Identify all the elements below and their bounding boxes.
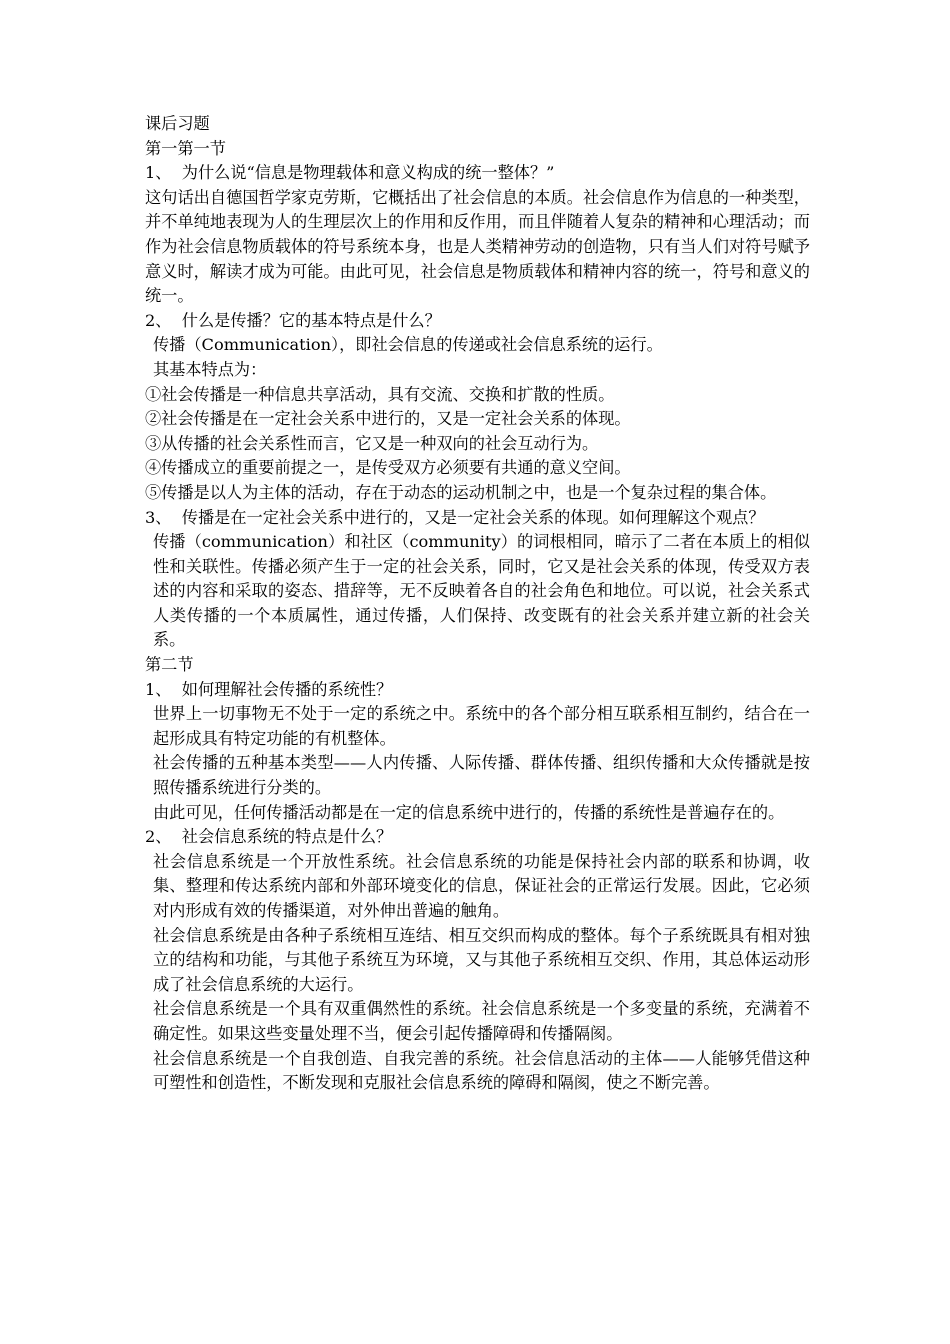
- feature-item: ②社会传播是在一定社会关系中进行的，又是一定社会关系的体现。: [145, 409, 631, 429]
- section-heading-1: 第一第一节: [145, 138, 226, 158]
- section-heading-2: 第二节: [145, 655, 194, 675]
- feature-item: ⑤传播是以人为主体的活动，存在于动态的运动机制之中，也是一个复杂过程的集合体。: [145, 482, 777, 502]
- question-1-1: 1、 为什么说“信息是物理载体和意义构成的统一整体？”: [145, 163, 555, 183]
- question-1-3: 3、 传播是在一定社会关系中进行的，又是一定社会关系的体现。如何理解这个观点？: [145, 507, 765, 527]
- answer-1-2-definition: 传播（Communication），即社会信息的传递或社会信息系统的运行。: [153, 335, 663, 355]
- question-2-2: 2、 社会信息系统的特点是什么？: [145, 827, 393, 847]
- answer-paragraph: 世界上一切事物无不处于一定的系统之中。系统中的各个部分相互联系相互制约，结合在一起形成具有特定功能的有机整体。: [153, 704, 810, 748]
- answer-paragraph: 社会信息系统是一个自我创造、自我完善的系统。社会信息活动的主体——人能够凭借这种可塑性和创造性，不断发现和克服社会信息系统的障碍和隔阂，使之不断完善。: [153, 1048, 810, 1093]
- answer-paragraph: 社会信息系统是由各种子系统相互连结、相互交织而构成的整体。每个子系统既具有相对独立的结构和功能，与其他子系统互为环境，又与其他子系统相互交织、作用，其总体运动形成了社会信息系统的大运行。: [153, 925, 810, 994]
- answer-paragraph: 社会传播的五种基本类型——人内传播、人际传播、群体传播、组织传播和大众传播就是按照传播系统进行分类的。: [153, 753, 810, 798]
- answer-1-2-features-intro: 其基本特点为：: [153, 359, 267, 379]
- document-page: [145, 112, 810, 1096]
- question-1-2: 2、 什么是传播？它的基本特点是什么？: [145, 310, 441, 330]
- feature-item: ③从传播的社会关系性而言，它又是一种双向的社会互动行为。: [145, 433, 599, 453]
- document-title: 课后习题: [145, 114, 210, 133]
- answer-paragraph: 社会信息系统是一个开放性系统。社会信息系统的功能是保持社会内部的联系和协调，收集、整理和传达系统内部和外部环境变化的信息，保证社会的正常运行发展。因此，它必须对内形成有效的传播渠道，对外伸出普遍的触角。: [153, 851, 810, 920]
- answer-paragraph: 由此可见，任何传播活动都是在一定的信息系统中进行的，传播的系统性是普遍存在的。: [153, 802, 785, 822]
- question-2-1: 1、 如何理解社会传播的系统性？: [145, 679, 393, 699]
- feature-item: ④传播成立的重要前提之一，是传受双方必须要有共通的意义空间。: [145, 458, 631, 478]
- answer-1-3: 传播（communication）和社区（community）的词根相同，暗示了二者在本质上的相似性和关联性。传播必须产生于一定的社会关系，同时，它又是社会关系的体现，传受双方表述的内容和采取的姿态、措辞等，无不反映着各自的社会角色和地位。可以说，社会关系式人类传播的一个本质属性，通过传播，人们保持、改变既有的社会关系并建立新的社会关系。: [153, 532, 810, 650]
- answer-1-1: 这句话出自德国哲学家克劳斯，它概括出了社会信息的本质。社会信息作为信息的一种类型，并不单纯地表现为人的生理层次上的作用和反作用，而且伴随着人复杂的精神和心理活动；而作为社会信息物质载体的符号系统本身，也是人类精神劳动的创造物，只有当人们对符号赋予意义时，解读才成为可能。由此可见，社会信息是物质载体和精神内容的统一，符号和意义的统一。: [145, 187, 810, 306]
- answer-paragraph: 社会信息系统是一个具有双重偶然性的系统。社会信息系统是一个多变量的系统，充满着不确定性。如果这些变量处理不当，便会引起传播障碍和传播隔阂。: [153, 999, 810, 1043]
- feature-item: ①社会传播是一种信息共享活动，具有交流、交换和扩散的性质。: [145, 384, 615, 404]
